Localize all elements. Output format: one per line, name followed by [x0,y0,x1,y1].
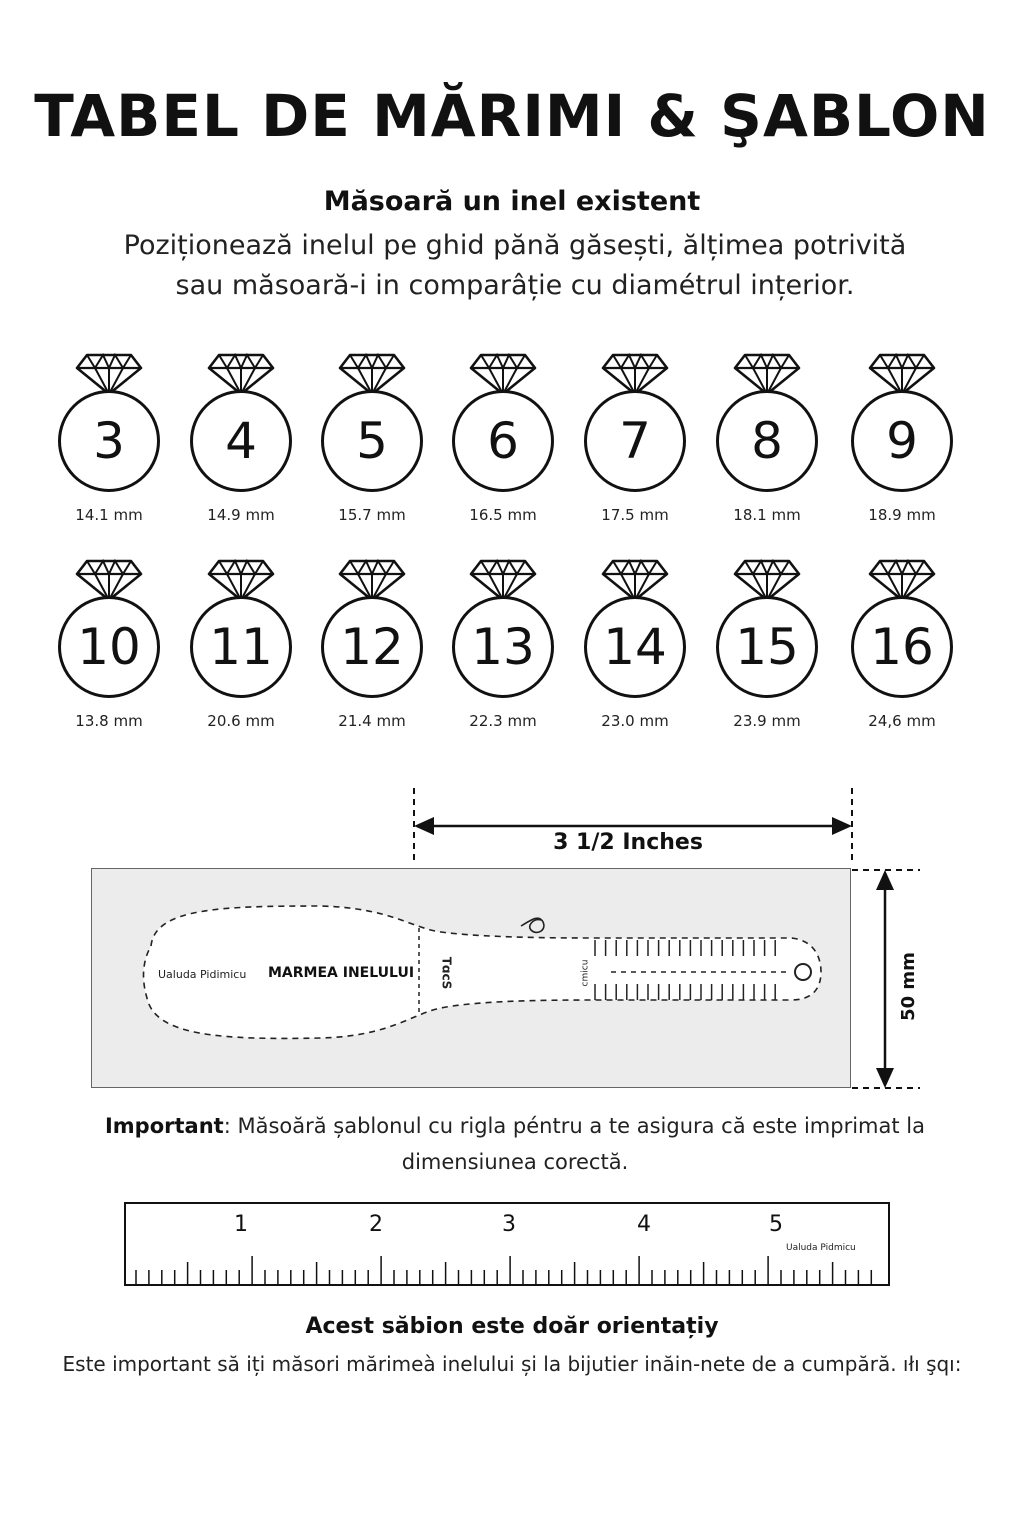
intro-text: Poziționează inelul pe ghid pănă găsești, ălțimea potrivită sau măsoară-i in comparâție cu diamétrul ințerior. [123,230,907,301]
ring-size-16 [846,558,958,748]
ring-size-number: 16 [851,596,953,698]
ring-size-number: 13 [452,596,554,698]
ring-size-number: 15 [716,596,818,698]
ruler-number: 3 [502,1212,516,1237]
ring-diameter: 18.9 mm [868,506,936,524]
ring-size-number: 4 [190,390,292,492]
section-subtitle: Măsoară un inel existent [323,186,701,217]
ring-diameter: 18.1 mm [733,506,801,524]
ring-diameter: 14.1 mm [75,506,143,524]
footer-text: Este important să iți măsori mărimeà inelului și la bijutier inăin-nete de a cumpără. ıłı şqı: [62,1352,962,1376]
ring-size-15 [711,558,823,748]
ring-size-number: 9 [851,390,953,492]
ruler-brand: Ualuda Pidmicu [786,1243,856,1253]
template-brand: Ualuda Pidimicu [158,968,247,981]
strip-title: MARMEA INELULUI [268,965,415,981]
ring-size-number: 3 [58,390,160,492]
ring-size-10 [53,558,165,748]
ring-diameter: 20.6 mm [207,712,275,730]
ring-diameter: 23.0 mm [601,712,669,730]
ring-size-number: 7 [584,390,686,492]
ring-diameter: 23.9 mm [733,712,801,730]
ring-size-number: 6 [452,390,554,492]
ring-diameter: 14.9 mm [207,506,275,524]
ring-diameter: 24,6 mm [868,712,936,730]
footer-title: Acest săbion este doăr orientațiy [305,1314,719,1339]
important-note [80,1108,950,1180]
ring-diameter: 16.5 mm [469,506,537,524]
page-title: TABEL DE MĂRIMI & ŞABLON [34,82,990,150]
ring-size-6 [447,352,559,542]
important-text: : Măsoără șablonul cu rigla péntru a te asigura că este imprimat la dimensiunea corectă. [223,1114,925,1174]
width-label: 3 1/2 Inches [553,830,703,855]
height-label-wrap [888,946,928,1026]
ring-size-3 [53,352,165,542]
ring-size-number: 10 [58,596,160,698]
ring-size-9 [846,352,958,542]
ring-size-14 [579,558,691,748]
ring-size-number: 5 [321,390,423,492]
scale-label: cmicu [580,959,591,987]
ruler-number: 2 [369,1212,383,1237]
ruler-number: 4 [637,1212,651,1237]
important-label: Important [104,1114,224,1138]
height-label: 50 mm [897,951,919,1021]
ring-size-number: 11 [190,596,292,698]
ring-diameter: 22.3 mm [469,712,537,730]
ring-diameter: 21.4 mm [338,712,406,730]
ring-size-4 [185,352,297,542]
ring-size-5 [316,352,428,542]
ring-size-13 [447,558,559,748]
ruler-number: 1 [234,1212,248,1237]
ring-size-number: 8 [716,390,818,492]
ring-size-8 [711,352,823,542]
ring-diameter: 17.5 mm [601,506,669,524]
slot-label: TɑcS [439,956,454,990]
ring-size-7 [579,352,691,542]
ring-size-12 [316,558,428,748]
ring-size-number: 12 [321,596,423,698]
ring-diameter: 15.7 mm [338,506,406,524]
ruler-number: 5 [769,1212,783,1237]
ring-diameter: 13.8 mm [75,712,143,730]
ring-size-number: 14 [584,596,686,698]
ring-size-11 [185,558,297,748]
